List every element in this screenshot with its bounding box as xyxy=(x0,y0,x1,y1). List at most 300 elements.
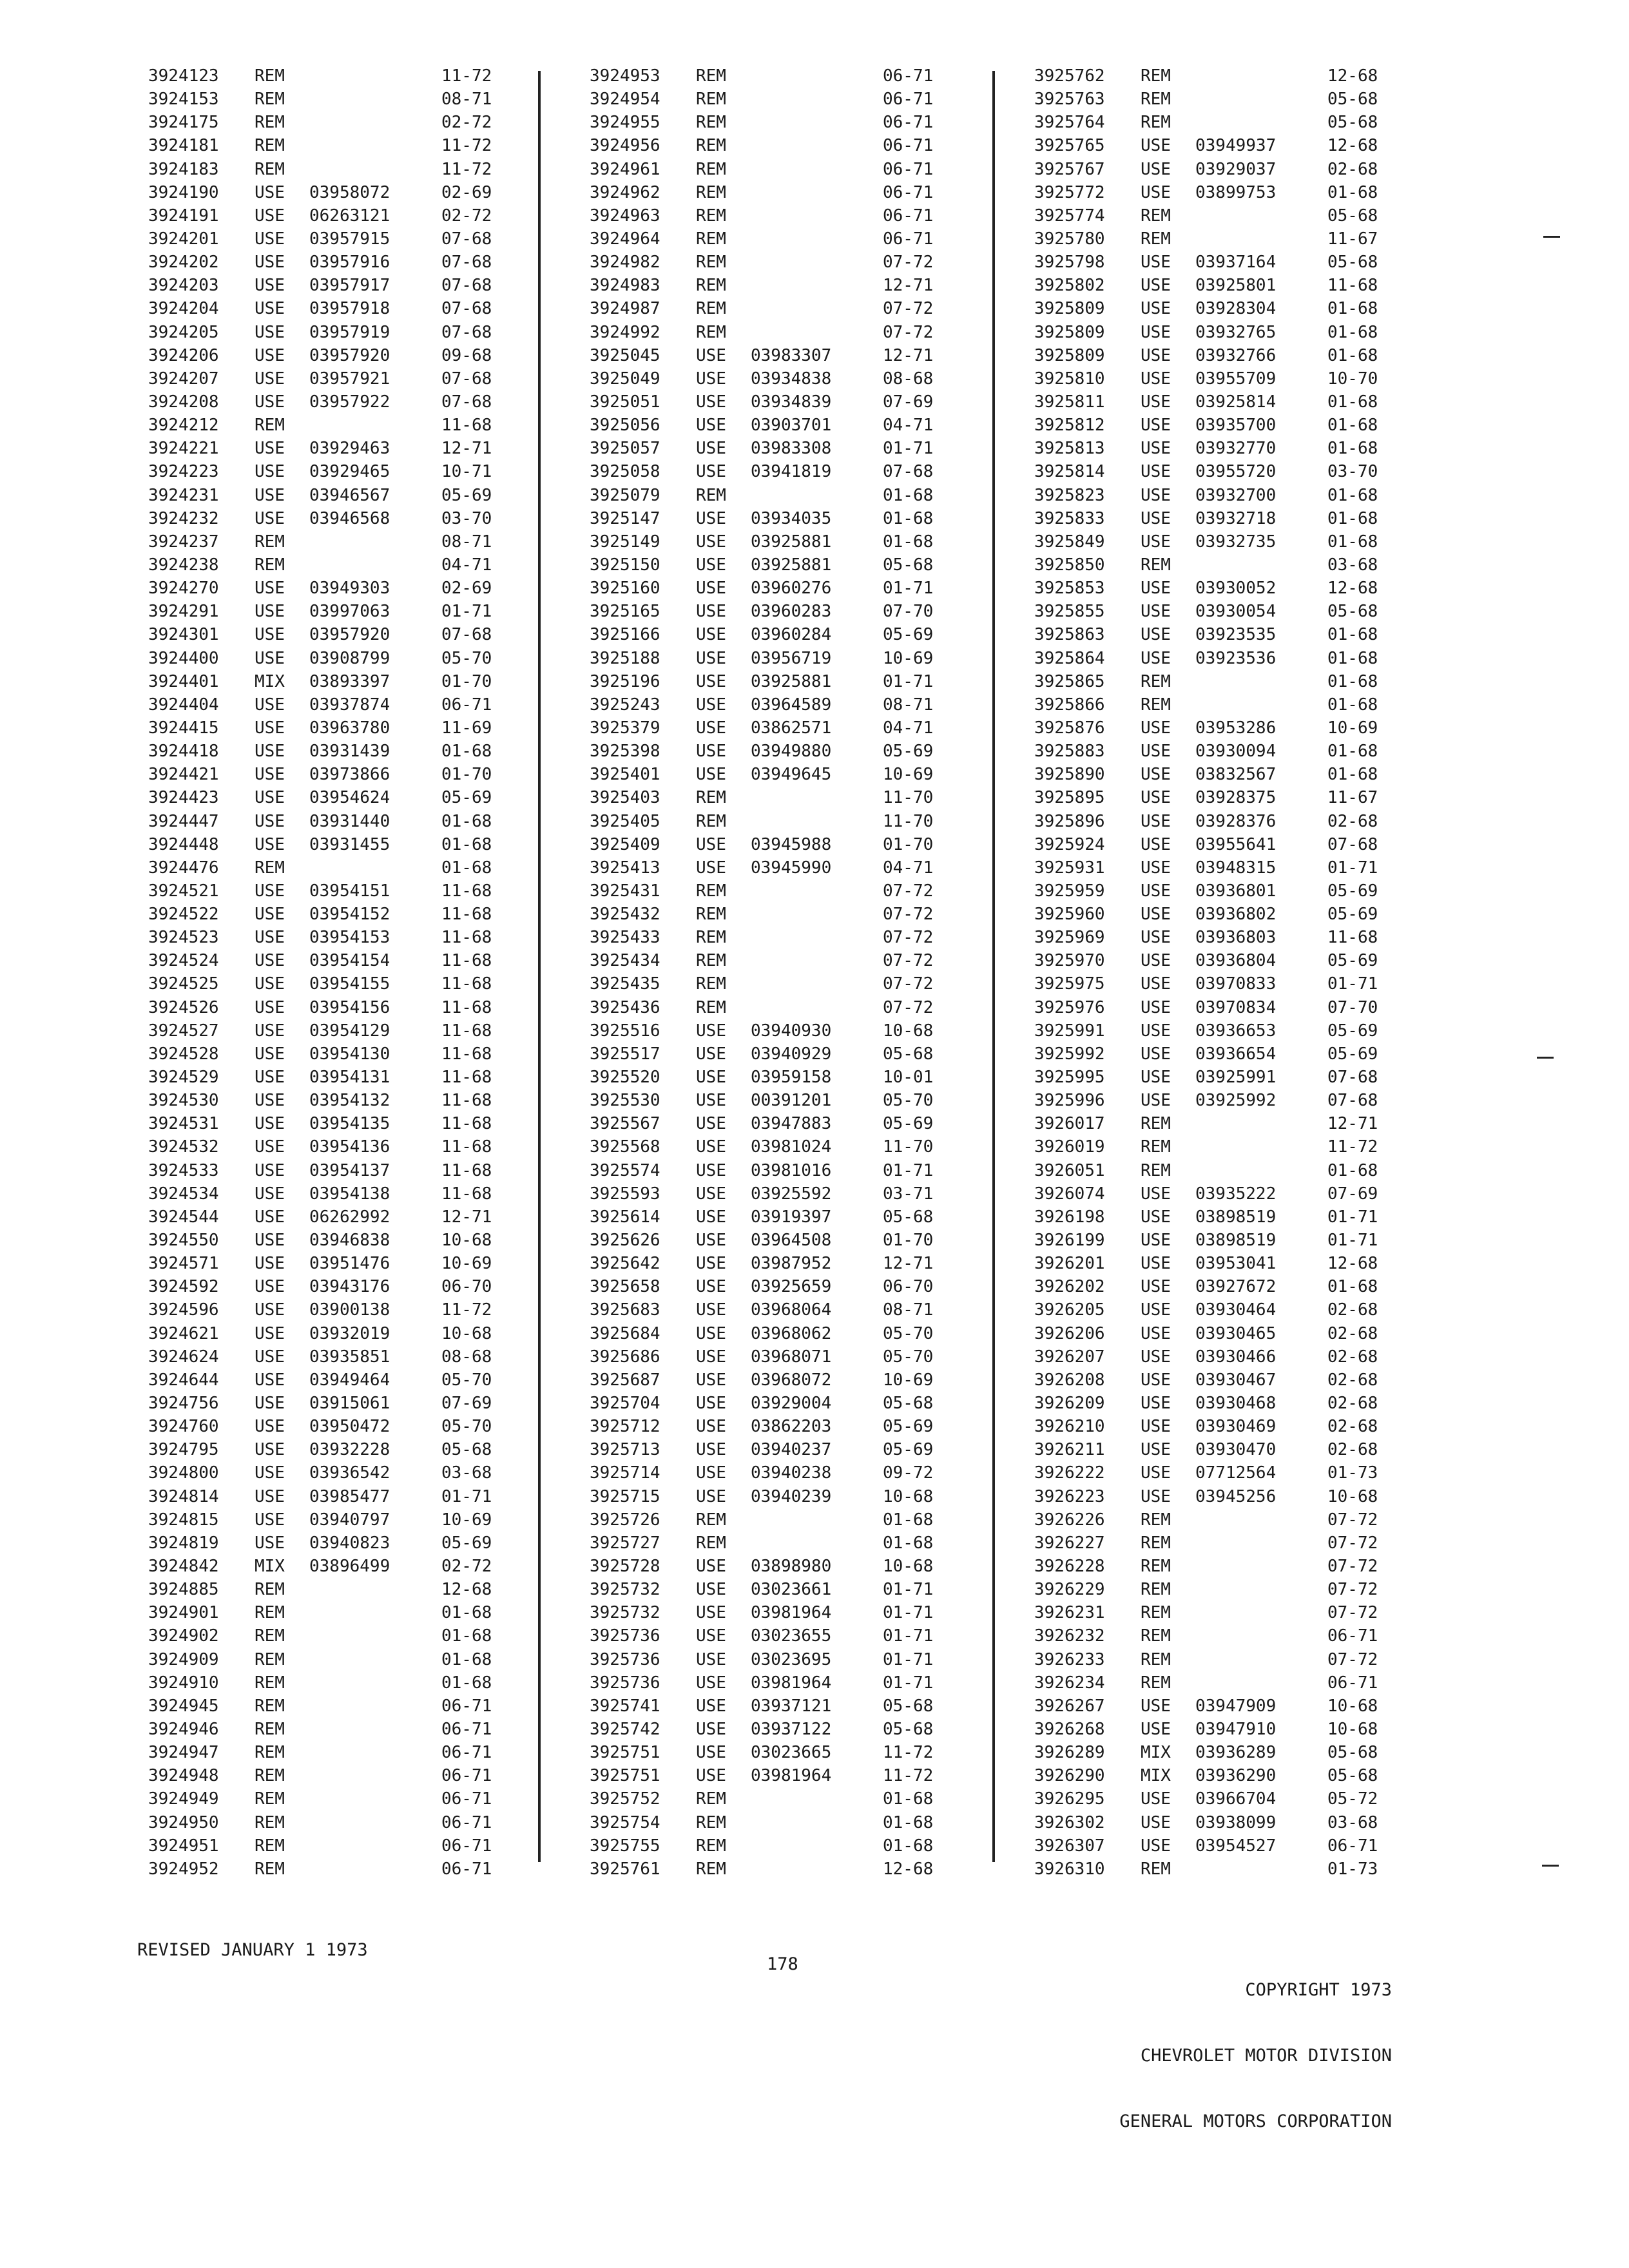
part-number: 3925398 xyxy=(590,742,660,762)
table-row xyxy=(1034,414,1472,437)
part-number: 3925959 xyxy=(1034,881,1105,901)
effective-date: 01-68 xyxy=(1327,322,1378,342)
action-code: REM xyxy=(1141,1626,1171,1646)
action-code: REM xyxy=(255,858,285,878)
replacement-part-number: 03945988 xyxy=(751,834,832,854)
action-code: REM xyxy=(696,997,726,1017)
part-number: 3925751 xyxy=(590,1766,660,1786)
effective-date: 11-68 xyxy=(441,1137,492,1157)
action-code: USE xyxy=(1141,1370,1171,1390)
replacement-part-number: 03832567 xyxy=(1195,765,1277,785)
effective-date: 01-68 xyxy=(1327,345,1378,365)
table-row xyxy=(148,670,586,693)
replacement-part-number: 03903701 xyxy=(751,416,832,436)
table-row xyxy=(1034,623,1472,646)
table-row xyxy=(590,1764,1028,1787)
effective-date: 06-71 xyxy=(441,1696,492,1716)
part-number: 3925763 xyxy=(1034,90,1105,110)
table-row xyxy=(1034,321,1472,344)
part-number: 3926268 xyxy=(1034,1719,1105,1739)
effective-date: 07-70 xyxy=(1327,997,1378,1017)
effective-date: 07-68 xyxy=(441,322,492,342)
part-number: 3924952 xyxy=(148,1859,219,1879)
part-number: 3924956 xyxy=(590,136,660,156)
table-row xyxy=(148,763,586,786)
action-code: USE xyxy=(696,718,726,738)
action-code: USE xyxy=(1141,532,1171,552)
effective-date: 11-68 xyxy=(441,1044,492,1064)
replacement-part-number: 03940237 xyxy=(751,1440,832,1460)
table-row xyxy=(590,1252,1028,1275)
part-number: 3924202 xyxy=(148,253,219,273)
replacement-part-number: 03970834 xyxy=(1195,997,1277,1017)
table-row xyxy=(590,716,1028,740)
effective-date: 01-71 xyxy=(883,1160,934,1180)
table-row xyxy=(148,1229,586,1252)
effective-date: 01-68 xyxy=(1327,508,1378,528)
action-code: USE xyxy=(696,1394,726,1414)
part-number: 3925931 xyxy=(1034,858,1105,878)
part-number: 3925432 xyxy=(590,905,660,925)
replacement-part-number: 03947909 xyxy=(1195,1696,1277,1716)
effective-date: 07-72 xyxy=(1327,1649,1378,1669)
action-code: USE xyxy=(255,1184,285,1204)
action-code: USE xyxy=(255,951,285,971)
effective-date: 06-71 xyxy=(883,113,934,133)
action-code: USE xyxy=(696,1347,726,1367)
replacement-part-number: 03923535 xyxy=(1195,625,1277,645)
replacement-part-number: 03936801 xyxy=(1195,881,1277,901)
action-code: USE xyxy=(1141,322,1171,342)
part-number: 3924223 xyxy=(148,462,219,482)
table-row xyxy=(1034,111,1472,134)
part-number: 3926198 xyxy=(1034,1207,1105,1227)
table-row xyxy=(590,251,1028,274)
replacement-part-number: 03862203 xyxy=(751,1417,832,1437)
replacement-part-number: 03968071 xyxy=(751,1347,832,1367)
table-row xyxy=(590,1182,1028,1206)
part-number: 3925863 xyxy=(1034,625,1105,645)
part-number: 3925823 xyxy=(1034,485,1105,505)
part-number: 3924208 xyxy=(148,392,219,412)
table-row xyxy=(1034,1764,1472,1787)
action-code: USE xyxy=(1141,1417,1171,1437)
action-code: USE xyxy=(1141,1486,1171,1506)
replacement-part-number: 03954151 xyxy=(309,881,390,901)
table-row xyxy=(590,1135,1028,1158)
part-number: 3925995 xyxy=(1034,1068,1105,1088)
part-number: 3924795 xyxy=(148,1440,219,1460)
action-code: USE xyxy=(255,1533,285,1553)
effective-date: 01-71 xyxy=(883,1626,934,1646)
action-code: USE xyxy=(255,1207,285,1227)
table-row xyxy=(1034,1811,1472,1834)
table-row xyxy=(1034,460,1472,483)
action-code: REM xyxy=(696,485,726,505)
table-row xyxy=(148,111,586,134)
action-code: USE xyxy=(696,416,726,436)
effective-date: 07-72 xyxy=(883,905,934,925)
action-code: USE xyxy=(696,1323,726,1343)
replacement-part-number: 03930466 xyxy=(1195,1347,1277,1367)
part-number: 3924237 xyxy=(148,532,219,552)
action-code: USE xyxy=(1141,159,1171,179)
table-row xyxy=(590,949,1028,972)
effective-date: 01-68 xyxy=(1327,532,1378,552)
part-number: 3925809 xyxy=(1034,322,1105,342)
effective-date: 06-71 xyxy=(441,1719,492,1739)
table-row xyxy=(148,996,586,1019)
replacement-part-number: 03955720 xyxy=(1195,462,1277,482)
effective-date: 01-71 xyxy=(441,602,492,622)
table-row xyxy=(590,903,1028,926)
part-number: 3925056 xyxy=(590,416,660,436)
part-number: 3924524 xyxy=(148,951,219,971)
table-row xyxy=(1034,1461,1472,1485)
effective-date: 07-68 xyxy=(441,299,492,319)
part-number: 3926290 xyxy=(1034,1766,1105,1786)
page-number: 178 xyxy=(767,1954,798,1974)
action-code: USE xyxy=(1141,1347,1171,1367)
table-row xyxy=(148,134,586,157)
replacement-part-number: 03925659 xyxy=(751,1277,832,1297)
effective-date: 07-68 xyxy=(441,253,492,273)
action-code: USE xyxy=(255,881,285,901)
effective-date: 01-71 xyxy=(1327,1231,1378,1251)
effective-date: 07-72 xyxy=(883,974,934,994)
part-number: 3925614 xyxy=(590,1207,660,1227)
effective-date: 11-72 xyxy=(441,159,492,179)
action-code: MIX xyxy=(255,1557,285,1576)
part-number: 3925774 xyxy=(1034,206,1105,226)
part-number: 3925772 xyxy=(1034,182,1105,202)
table-row xyxy=(1034,1718,1472,1741)
part-number: 3925568 xyxy=(590,1137,660,1157)
effective-date: 06-71 xyxy=(1327,1673,1378,1693)
effective-date: 07-68 xyxy=(441,369,492,389)
replacement-part-number: 03936542 xyxy=(309,1463,390,1483)
part-number: 3926234 xyxy=(1034,1673,1105,1693)
table-row xyxy=(148,88,586,111)
part-number: 3925196 xyxy=(590,671,660,691)
table-row xyxy=(1034,1741,1472,1764)
effective-date: 01-70 xyxy=(883,1231,934,1251)
part-number: 3924964 xyxy=(590,229,660,249)
effective-date: 02-68 xyxy=(1327,1440,1378,1460)
table-row xyxy=(1034,1532,1472,1555)
part-number: 3924815 xyxy=(148,1510,219,1530)
effective-date: 05-68 xyxy=(1327,253,1378,273)
replacement-part-number: 03899753 xyxy=(1195,182,1277,202)
part-number: 3925741 xyxy=(590,1696,660,1716)
table-row xyxy=(1034,740,1472,763)
table-row xyxy=(148,716,586,740)
replacement-part-number: 03928304 xyxy=(1195,299,1277,319)
action-code: REM xyxy=(696,951,726,971)
part-number: 3925642 xyxy=(590,1254,660,1274)
replacement-part-number: 03949880 xyxy=(751,742,832,762)
effective-date: 01-71 xyxy=(441,1486,492,1506)
part-number: 3925409 xyxy=(590,834,660,854)
replacement-part-number: 03949464 xyxy=(309,1370,390,1390)
action-code: USE xyxy=(696,579,726,599)
copyright-line: CHEVROLET MOTOR DIVISION xyxy=(1140,2046,1392,2066)
action-code: USE xyxy=(255,229,285,249)
replacement-part-number: 03954156 xyxy=(309,997,390,1017)
action-code: REM xyxy=(696,974,726,994)
part-number: 3926310 xyxy=(1034,1859,1105,1879)
action-code: REM xyxy=(696,1812,726,1832)
action-code: REM xyxy=(696,182,726,202)
table-row xyxy=(148,1369,586,1392)
action-code: USE xyxy=(1141,508,1171,528)
part-number: 3925849 xyxy=(1034,532,1105,552)
table-row xyxy=(1034,1089,1472,1112)
effective-date: 01-68 xyxy=(441,1673,492,1693)
effective-date: 01-68 xyxy=(441,742,492,762)
part-number: 3924885 xyxy=(148,1580,219,1600)
part-number: 3924949 xyxy=(148,1789,219,1809)
replacement-part-number: 03981964 xyxy=(751,1766,832,1786)
part-number: 3925379 xyxy=(590,718,660,738)
table-row xyxy=(590,1066,1028,1089)
action-code: USE xyxy=(255,1068,285,1088)
effective-date: 11-67 xyxy=(1327,788,1378,808)
part-number: 3924534 xyxy=(148,1184,219,1204)
action-code: REM xyxy=(255,1836,285,1856)
table-row xyxy=(148,1601,586,1624)
replacement-part-number: 03941819 xyxy=(751,462,832,482)
effective-date: 10-68 xyxy=(883,1486,934,1506)
table-row xyxy=(590,996,1028,1019)
table-row xyxy=(148,926,586,949)
action-code: REM xyxy=(255,90,285,110)
part-number: 3924183 xyxy=(148,159,219,179)
table-row xyxy=(148,1438,586,1461)
part-number: 3924532 xyxy=(148,1137,219,1157)
table-row xyxy=(1034,1834,1472,1858)
table-row xyxy=(1034,1159,1472,1182)
table-row xyxy=(590,1275,1028,1298)
part-number: 3925686 xyxy=(590,1347,660,1367)
replacement-part-number: 03896499 xyxy=(309,1557,390,1576)
table-row xyxy=(590,926,1028,949)
replacement-part-number: 03954137 xyxy=(309,1160,390,1180)
action-code: USE xyxy=(255,834,285,854)
action-code: USE xyxy=(255,1277,285,1297)
action-code: USE xyxy=(696,508,726,528)
effective-date: 08-71 xyxy=(441,532,492,552)
replacement-part-number: 03937122 xyxy=(751,1719,832,1739)
effective-date: 05-70 xyxy=(883,1347,934,1367)
table-row xyxy=(148,903,586,926)
effective-date: 07-72 xyxy=(1327,1557,1378,1576)
effective-date: 04-71 xyxy=(883,858,934,878)
replacement-part-number: 03981016 xyxy=(751,1160,832,1180)
table-row xyxy=(590,1089,1028,1112)
replacement-part-number: 03893397 xyxy=(309,671,390,691)
action-code: USE xyxy=(696,1091,726,1111)
effective-date: 06-71 xyxy=(883,229,934,249)
effective-date: 03-68 xyxy=(1327,555,1378,575)
effective-date: 08-68 xyxy=(441,1347,492,1367)
effective-date: 01-68 xyxy=(441,1649,492,1669)
action-code: REM xyxy=(1141,1160,1171,1180)
part-number: 3925751 xyxy=(590,1743,660,1763)
replacement-part-number: 03932019 xyxy=(309,1323,390,1343)
part-number: 3924521 xyxy=(148,881,219,901)
table-row xyxy=(148,972,586,995)
part-number: 3926222 xyxy=(1034,1463,1105,1483)
part-number: 3925683 xyxy=(590,1300,660,1320)
part-number: 3925149 xyxy=(590,532,660,552)
effective-date: 07-72 xyxy=(883,253,934,273)
replacement-part-number: 07712564 xyxy=(1195,1463,1277,1483)
action-code: USE xyxy=(255,1486,285,1506)
effective-date: 05-68 xyxy=(883,1207,934,1227)
effective-date: 05-69 xyxy=(1327,905,1378,925)
revision-note: REVISED JANUARY 1 1973 xyxy=(137,1940,368,1960)
action-code: USE xyxy=(1141,1719,1171,1739)
part-number: 3925687 xyxy=(590,1370,660,1390)
effective-date: 06-71 xyxy=(883,206,934,226)
replacement-part-number: 03936802 xyxy=(1195,905,1277,925)
action-code: REM xyxy=(696,136,726,156)
effective-date: 01-68 xyxy=(883,1836,934,1856)
replacement-part-number: 03954152 xyxy=(309,905,390,925)
table-row xyxy=(148,879,586,903)
effective-date: 05-69 xyxy=(883,1417,934,1437)
part-number: 3924401 xyxy=(148,671,219,691)
part-number: 3924963 xyxy=(590,206,660,226)
table-row xyxy=(148,1834,586,1858)
effective-date: 11-72 xyxy=(883,1766,934,1786)
part-number: 3925593 xyxy=(590,1184,660,1204)
action-code: USE xyxy=(255,1510,285,1530)
table-row xyxy=(148,437,586,460)
effective-date: 08-71 xyxy=(883,1300,934,1320)
part-number: 3924550 xyxy=(148,1231,219,1251)
effective-date: 02-68 xyxy=(1327,1417,1378,1437)
part-number: 3925736 xyxy=(590,1649,660,1669)
effective-date: 05-68 xyxy=(883,1719,934,1739)
replacement-part-number: 03957919 xyxy=(309,322,390,342)
action-code: USE xyxy=(1141,1277,1171,1297)
table-row xyxy=(148,1392,586,1415)
effective-date: 10-68 xyxy=(883,1557,934,1576)
replacement-part-number: 03023655 xyxy=(751,1626,832,1646)
table-row xyxy=(1034,1438,1472,1461)
action-code: USE xyxy=(1141,579,1171,599)
table-row xyxy=(590,1578,1028,1601)
table-row xyxy=(1034,833,1472,856)
effective-date: 01-68 xyxy=(883,1789,934,1809)
part-number: 3925166 xyxy=(590,625,660,645)
part-number: 3925433 xyxy=(590,928,660,948)
part-number: 3925895 xyxy=(1034,788,1105,808)
table-row xyxy=(1034,1624,1472,1648)
replacement-part-number: 03943176 xyxy=(309,1277,390,1297)
effective-date: 10-68 xyxy=(441,1323,492,1343)
table-row xyxy=(590,879,1028,903)
part-number: 3925996 xyxy=(1034,1091,1105,1111)
table-row xyxy=(590,1508,1028,1532)
action-code: USE xyxy=(696,1021,726,1041)
part-number: 3924987 xyxy=(590,299,660,319)
action-code: USE xyxy=(255,345,285,365)
replacement-part-number: 03023665 xyxy=(751,1743,832,1763)
action-code: USE xyxy=(1141,718,1171,738)
action-code: USE xyxy=(696,742,726,762)
action-code: REM xyxy=(696,113,726,133)
action-code: USE xyxy=(696,1254,726,1274)
replacement-part-number: 00391201 xyxy=(751,1091,832,1111)
part-number: 3925813 xyxy=(1034,439,1105,459)
part-number: 3925434 xyxy=(590,951,660,971)
part-number: 3925051 xyxy=(590,392,660,412)
part-number: 3924948 xyxy=(148,1766,219,1786)
margin-tick-mark xyxy=(1542,1865,1559,1867)
table-row xyxy=(148,530,586,553)
part-number: 3926074 xyxy=(1034,1184,1105,1204)
action-code: REM xyxy=(1141,695,1171,715)
effective-date: 01-70 xyxy=(441,765,492,785)
table-row xyxy=(590,1369,1028,1392)
part-number: 3924947 xyxy=(148,1743,219,1763)
action-code: USE xyxy=(255,602,285,622)
part-number: 3925736 xyxy=(590,1673,660,1693)
table-row xyxy=(1034,1555,1472,1578)
effective-date: 10-68 xyxy=(1327,1719,1378,1739)
effective-date: 01-68 xyxy=(1327,439,1378,459)
action-code: USE xyxy=(1141,928,1171,948)
effective-date: 06-71 xyxy=(441,1812,492,1832)
part-number: 3925752 xyxy=(590,1789,660,1809)
part-number: 3924529 xyxy=(148,1068,219,1088)
replacement-part-number: 03954155 xyxy=(309,974,390,994)
part-number: 3925403 xyxy=(590,788,660,808)
replacement-part-number: 03955709 xyxy=(1195,369,1277,389)
replacement-part-number: 03959158 xyxy=(751,1068,832,1088)
effective-date: 11-68 xyxy=(1327,928,1378,948)
part-number: 3925401 xyxy=(590,765,660,785)
part-number: 3926199 xyxy=(1034,1231,1105,1251)
action-code: USE xyxy=(1141,858,1171,878)
table-row xyxy=(590,1858,1028,1881)
effective-date: 02-68 xyxy=(1327,159,1378,179)
action-code: USE xyxy=(1141,602,1171,622)
effective-date: 02-69 xyxy=(441,579,492,599)
replacement-part-number: 03915061 xyxy=(309,1394,390,1414)
table-row xyxy=(148,251,586,274)
replacement-part-number: 03957921 xyxy=(309,369,390,389)
action-code: USE xyxy=(696,1231,726,1251)
part-number: 3925704 xyxy=(590,1394,660,1414)
part-number: 3925969 xyxy=(1034,928,1105,948)
part-number: 3926208 xyxy=(1034,1370,1105,1390)
part-number: 3925960 xyxy=(1034,905,1105,925)
part-number: 3924527 xyxy=(148,1021,219,1041)
action-code: REM xyxy=(255,1673,285,1693)
table-row xyxy=(148,1112,586,1135)
replacement-part-number: 03949303 xyxy=(309,579,390,599)
table-row xyxy=(1034,1415,1472,1438)
replacement-part-number: 03970833 xyxy=(1195,974,1277,994)
part-number: 3926307 xyxy=(1034,1836,1105,1856)
action-code: USE xyxy=(1141,1068,1171,1088)
replacement-part-number: 03898519 xyxy=(1195,1207,1277,1227)
table-row xyxy=(148,1648,586,1671)
